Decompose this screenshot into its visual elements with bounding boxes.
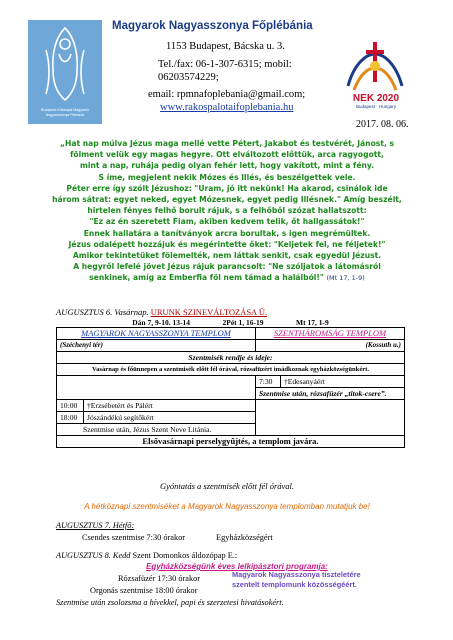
tuesday-saint: Szent Domonkos áldozópap E.: — [132, 551, 238, 560]
collection-note: Elsővasárnapi perselygyűjtés, a templom javára. — [57, 436, 405, 448]
gospel-line: "Ez az én szeretett Fiam, akiben kedvem telik, őt hallgassátok!" — [89, 217, 365, 227]
church-name-left: MAGYAROK NAGYASSZONYA TEMPLOM — [57, 328, 256, 340]
tuesday-footer: Szentmise után zsolozsma a hívekkel, papi és szerzetesi hivatásokért. — [56, 598, 284, 607]
sunday-schedule — [56, 307, 405, 448]
gospel-line: fölment velük egy magas hegyre. Ott elváltozott előttük, arca ragyogott, — [70, 150, 384, 160]
reading-second: 2Pét 1, 16-19 — [222, 318, 264, 327]
sunday-feast: URUNK SZINEVÁLTOZÁSA Ü. — [150, 307, 268, 317]
gospel-line: S íme, megjelent nekik Mózes és Illés, és beszélgettek vele. — [98, 172, 356, 182]
gospel-line: Jézus odalépett hozzájuk és megérintette őket: "Keljetek fel, ne féljetek!" — [68, 239, 386, 249]
after-mass-left: Szentmise után, Jézus Szent Neve Litánia. — [57, 424, 256, 436]
tuesday-mass: Orgonás szentmise 18:00 órakor — [90, 586, 198, 595]
gospel-line: hirtelen fényes felhő borult rájuk, s a felhőből szózat hallatszott: — [87, 206, 367, 216]
reading-first: Dán 7, 9-10. 13-14 — [132, 318, 190, 327]
sunday-heading — [56, 307, 405, 318]
gospel-line — [34, 272, 420, 284]
bulletin-date: 2017. 08. 06. — [356, 119, 409, 130]
logo-caption: Budapest-Kőbányai Magyarok Nagyasszonya Plébánia — [40, 108, 90, 117]
confession-note: Gyóntatás a szentmisék előtt fél órával. — [159, 481, 295, 491]
church-address-left: (Széchenyi tér) — [57, 340, 256, 352]
mass-intention: Jószándékú segítőkért — [84, 412, 256, 424]
mass-order-label: Szentmisék rendje és ideje: — [57, 352, 405, 364]
nek-subtitle: Budapest · Hungary — [355, 104, 397, 109]
empty-cell — [57, 376, 256, 388]
gospel-reference: (Mt 17, 1-9) — [326, 274, 365, 283]
tuesday-date: AUGUSZTUS 8. Kedd — [56, 551, 131, 560]
mass-intention: †Erzsébetért és Pálért — [84, 400, 256, 412]
mass-time: 18:00 — [57, 412, 84, 424]
reading-gospel: Mt 17, 1-9 — [296, 318, 329, 327]
sunday-readings — [56, 318, 405, 327]
rosary-note: Vasárnap és főünnepen a szentmisék előtt fél órával, rózsafüzért imádkoznak egyházközségünkért. — [57, 364, 405, 376]
monday-heading: AUGUSZTUS 7. Hétfő: — [56, 521, 135, 530]
nek-title: NEK 2020 — [352, 93, 400, 104]
tuesday-rosary: Rózsafüzér 17:30 órakor — [118, 574, 201, 583]
gospel-line: három sátrat: egyet neked, egyet Mózesnek, egyet pedig Illésnek." Amíg beszélt, — [52, 195, 402, 205]
monday-mass: Csendes szentmise 7:30 órakor — [82, 533, 185, 542]
pastoral-program: Egyházközségünk éves lelkipásztori programja: — [146, 562, 328, 571]
mass-intention: †Edesanyáért — [280, 376, 404, 388]
gospel-passage — [34, 138, 420, 285]
parish-website-link[interactable]: www.rakospalotaifoplebania.hu — [160, 102, 294, 113]
gospel-line: A hegyről lefelé jövet Jézus rájuk parancsolt: "Ne szóljatok a látomásról — [73, 262, 381, 272]
empty-cell — [255, 400, 404, 436]
gospel-line: Péter erre így szólt Jézushoz: "Uram, jó itt nekünk! Ha akarod, csinálok ide — [66, 183, 388, 193]
parish-logo — [28, 20, 102, 124]
parish-address: 1153 Budapest, Bácska u. 3. — [166, 41, 285, 52]
mass-time: 10:00 — [57, 400, 84, 412]
mass-time: 7:30 — [255, 376, 280, 388]
eucharist-cross-icon — [340, 40, 410, 96]
parish-email: email: rpmnafoplebania@gmail.com; — [148, 89, 306, 100]
tuesday-heading — [56, 550, 237, 561]
gospel-line: Ennek hallatára a tanítványok arcra borultak, s igen megrémültek. — [83, 228, 371, 238]
weekday-note: A hétköznapi szentmiséket a Magyarok Nagyasszonya templomban mutatjuk be! — [84, 502, 370, 511]
gospel-last-line: senkinek, amíg az Emberfia föl nem támad a halálból!" — [89, 273, 324, 283]
gospel-line: mint a nap, ruhája pedig olyan fehér lett, hogy vakított, mint a fény. — [79, 161, 375, 171]
parish-phone: Tel./fax: 06-1-307-6315; mobil: — [158, 59, 292, 70]
sunday-date: AUGUSZTUS 6. Vasárnap. — [56, 307, 149, 317]
parish-title: Magyarok Nagyasszonya Főplébánia — [112, 20, 313, 32]
mass-table — [56, 327, 405, 448]
gospel-line: „Hat nap múlva Jézus maga mellé vette Pétert, Jakabot és testvérét, Jánost, s — [59, 139, 395, 148]
gospel-line: Amikor tekintetüket fölemelték, nem láttak senkit, csak egyedül Jézust. — [72, 251, 382, 261]
monday-intention: Egyházközségért — [216, 533, 273, 542]
empty-cell — [57, 388, 256, 400]
parish-mobile: 06203574229; — [158, 72, 219, 83]
church-name-right: SZENTHÁROMSÁG TEMPLOM — [255, 328, 404, 340]
tuesday-intention: Magyarok Nagyasszonya tiszteletére szentelt templomunk közösségéért. — [232, 570, 361, 589]
church-address-right: (Kossuth u.) — [255, 340, 404, 352]
after-mass-right: Szentmise után, rózsafüzér „titok-csere”. — [255, 388, 404, 400]
